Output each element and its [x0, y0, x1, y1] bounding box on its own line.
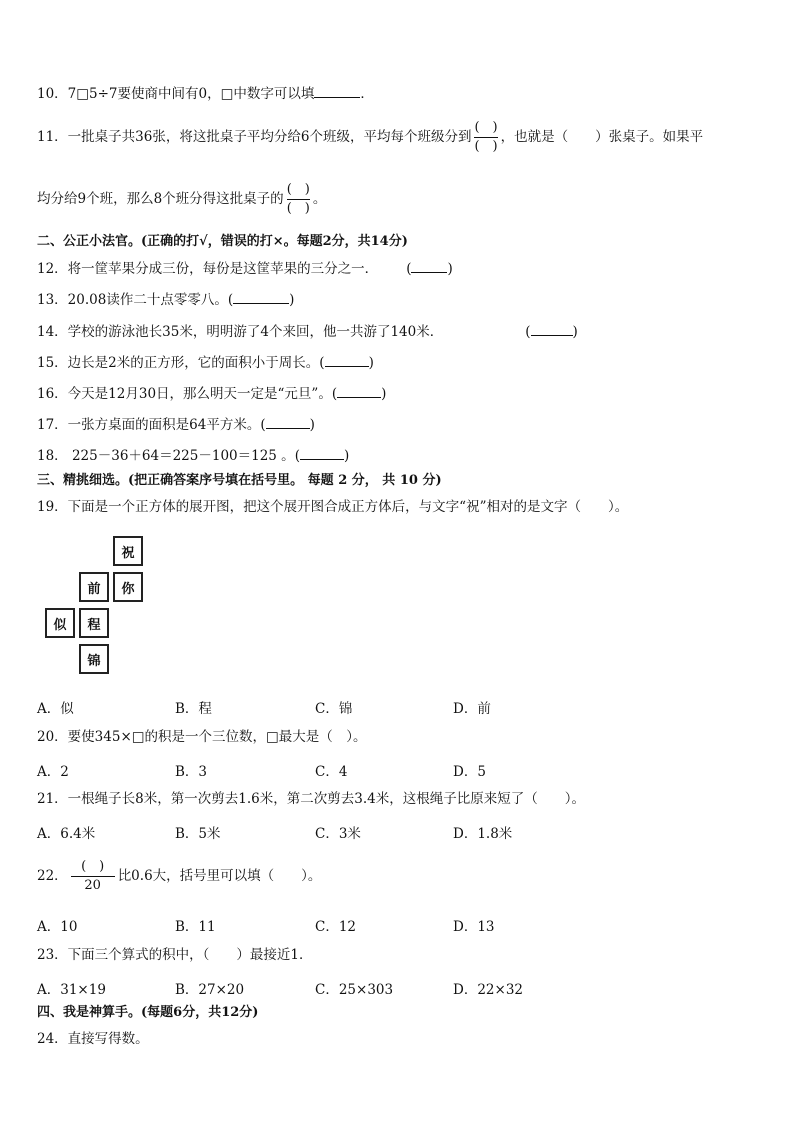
question-21: 21．一根绳子长8米，第一次剪去1.6米，第二次剪去3.4米，这根绳子比原来短了（ ）。 [37, 791, 585, 807]
option-a[interactable]: A．似 [37, 701, 74, 717]
answer-blank[interactable] [531, 322, 573, 336]
question-14: 14．学校的游泳池长35米，明明游了4个来回，他一共游了140米． ( ) [37, 324, 578, 340]
option-d[interactable]: D．1.8米 [453, 826, 513, 842]
option-d[interactable]: D．13 [453, 919, 495, 935]
fraction-blank[interactable]: $\frac{( )}{( )}$ [474, 120, 498, 154]
net-cell-cheng: 程 [79, 608, 109, 638]
question-16: 16．今天是12月30日，那么明天一定是“元旦”。( ) [37, 386, 387, 402]
net-cell-zhu: 祝 [113, 536, 143, 566]
option-b[interactable]: B．11 [175, 919, 216, 935]
question-10: 10．7□5÷7要使商中间有0，□中数字可以填 ． [37, 86, 374, 102]
question-23: 23．下面三个算式的积中，（ ）最接近1． [37, 947, 313, 963]
net-cell-si: 似 [45, 608, 75, 638]
answer-blank[interactable] [314, 84, 360, 98]
answer-blank[interactable] [411, 259, 447, 273]
answer-blank[interactable] [233, 290, 289, 304]
question-17: 17．一张方桌面的面积是64平方米。( ) [37, 417, 315, 433]
question-15: 15．边长是2米的正方形，它的面积小于周长。( ) [37, 355, 374, 371]
option-a[interactable]: A．6.4米 [37, 826, 96, 842]
question-18: 18． 225－36＋64＝225－100＝125 。( ) [37, 448, 350, 464]
option-c[interactable]: C．12 [315, 919, 357, 935]
answer-blank[interactable] [266, 415, 310, 429]
option-a[interactable]: A．31×19 [37, 982, 106, 998]
fraction-blank[interactable]: $\frac{( )}{20}$ [71, 859, 115, 894]
net-cell-qian: 前 [79, 572, 109, 602]
option-c[interactable]: C．4 [315, 764, 348, 780]
question-22: 22． $\frac{( )}{20}$ 比0.6大，括号里可以填（ ）。 [37, 859, 322, 893]
net-cell-jin: 锦 [79, 644, 109, 674]
question-11-line-2: 均分给9个班，那么8个班分得这批桌子的 $\frac{( )}{( )}$ 。 [37, 182, 327, 216]
option-d[interactable]: D．前 [453, 701, 491, 717]
option-c[interactable]: C．25×303 [315, 982, 394, 998]
section-4-heading: 四、我是神算手。(每题6分，共12分) [37, 1005, 259, 1020]
answer-blank[interactable] [325, 353, 369, 367]
option-b[interactable]: B．程 [175, 701, 212, 717]
question-12: 12．将一筐苹果分成三份，每份是这筐苹果的三分之一． ( ) [37, 261, 453, 277]
net-cell-ni: 你 [113, 572, 143, 602]
cube-net-diagram [45, 536, 145, 676]
question-13: 13．20.08读作二十点零零八。( ) [37, 292, 295, 308]
answer-blank[interactable] [300, 446, 344, 460]
question-19: 19．下面是一个正方体的展开图，把这个展开图合成正方体后，与文字“祝”相对的是文字（ ）。 [37, 499, 629, 515]
option-b[interactable]: B．3 [175, 764, 208, 780]
option-d[interactable]: D．22×32 [453, 982, 523, 998]
answer-blank[interactable] [337, 384, 381, 398]
question-24: 24．直接写得数。 [37, 1031, 149, 1047]
option-c[interactable]: C．锦 [315, 701, 353, 717]
option-c[interactable]: C．3米 [315, 826, 361, 842]
option-b[interactable]: B．5米 [175, 826, 221, 842]
section-2-heading: 二、公正小法官。(正确的打√，错误的打×。每题2分，共14分) [37, 234, 408, 249]
option-a[interactable]: A．10 [37, 919, 78, 935]
option-b[interactable]: B．27×20 [175, 982, 245, 998]
fraction-blank[interactable]: $\frac{( )}{( )}$ [286, 182, 310, 216]
question-11: 11．一批桌子共36张，将这批桌子平均分给6个班级，平均每个班级分到 $\frac{( )}{( )}$ ，也就是（ ）张桌子。如果平 [37, 120, 704, 154]
option-d[interactable]: D．5 [453, 764, 486, 780]
section-3-heading: 三、精挑细选。(把正确答案序号填在括号里。 每题 2 分， 共 10 分) [37, 473, 442, 488]
question-20: 20．要使345×□的积是一个三位数，□最大是（ ）。 [37, 729, 367, 745]
option-a[interactable]: A．2 [37, 764, 69, 780]
